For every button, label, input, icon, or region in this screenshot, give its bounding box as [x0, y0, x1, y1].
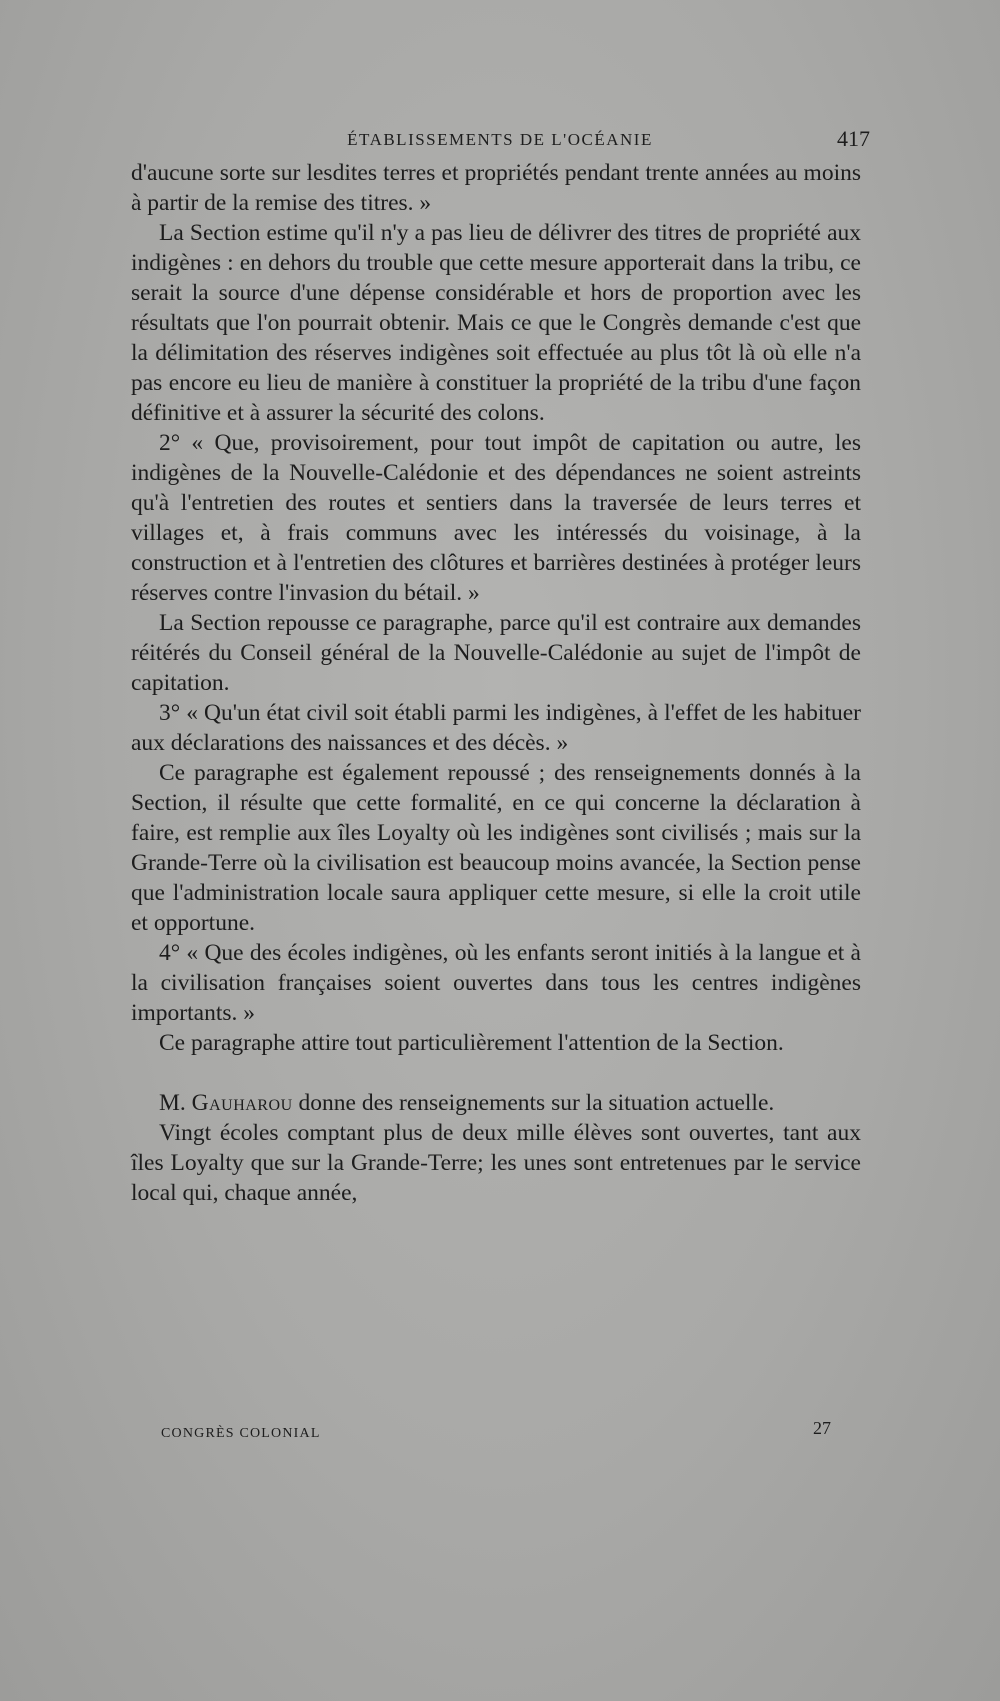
running-head	[130, 126, 870, 156]
page-number: 417	[837, 126, 870, 151]
running-title: ÉTABLISSEMENTS DE L'OCÉANIE	[347, 130, 653, 149]
page-footer	[161, 1418, 831, 1448]
paragraph-section-rejects-2: La Section repousse ce paragraphe, parce qu'il est contraire aux demandes réitérés du Conseil général de la Nouvelle-Calédonie au sujet de l'impôt de capitation.	[131, 610, 861, 696]
signature-line: CONGRÈS COLONIAL	[161, 1426, 321, 1441]
body-text	[131, 158, 861, 1208]
paragraph-item-4: 4° « Que des écoles indigènes, où les enfants seront initiés à la langue et à la civilisation françaises soient ouvertes dans tous les centres indigènes importants. »	[131, 940, 861, 1026]
paragraph-section-attention-4: Ce paragraphe attire tout particulièrement l'attention de la Section.	[159, 1030, 784, 1056]
paragraph-section-rejects-3: Ce paragraphe est également repoussé ; des renseignements donnés à la Section, il résulte que cette formalité, en ce qui concerne la déclaration à faire, est remplie aux îles Loyalty où les indigènes sont civilisés ; mais sur la Grande-Terre où la civilisation est beaucoup moins avancée, la Section pense que l'administration locale saura appliquer cette mesure, si elle la croit utile et opportune.	[131, 760, 861, 936]
paragraph-item-3: 3° « Qu'un état civil soit établi parmi les indigènes, à l'effet de les habituer aux déclarations des naissances et des décès. »	[131, 700, 861, 756]
speaker-title: M.	[159, 1090, 186, 1116]
paragraph-section-opinion-titles: La Section estime qu'il n'y a pas lieu de délivrer des titres de propriété aux indigènes : en dehors du trouble que cette mesure apporterait dans la tribu, ce serait la source d'une dépense considérable et hors de proportion avec les résultats que l'on pourrait obtenir. Mais ce que le Congrès demande c'est que la délimitation des réserves indigènes soit effectuée au plus tôt là où elle n'a pas encore eu lieu de manière à constituer la propriété de la tribu d'une façon définitive et à assurer la sécurité des colons.	[131, 220, 861, 426]
paragraph-speaker	[131, 1088, 861, 1118]
paragraph-item-2: 2° « Que, provisoirement, pour tout impôt de capitation ou autre, les indigènes de la Nouvelle-Calédonie et des dépendances ne soient astreints qu'à l'entretien des routes et sentiers dans la traversée de leurs terres et villages et, à frais communs avec les intéressés du voisinage, à la construction et à l'entretien des clôtures et barrières destinées à protéger leurs réserves contre l'invasion du bétail. »	[131, 430, 861, 606]
signature-number: 27	[813, 1418, 831, 1438]
speaker-name: Gauharou	[191, 1090, 293, 1116]
paragraph-schools: Vingt écoles comptant plus de deux mille élèves sont ouvertes, tant aux îles Loyalty que sur la Grande-Terre; les unes sont entretenues par le service local qui, chaque année,	[131, 1120, 861, 1206]
speaker-text: donne des renseignements sur la situation actuelle.	[298, 1090, 775, 1116]
paragraph-continuation: d'aucune sorte sur lesdites terres et propriétés pendant trente années au moins à partir de la remise des titres. »	[131, 160, 861, 216]
